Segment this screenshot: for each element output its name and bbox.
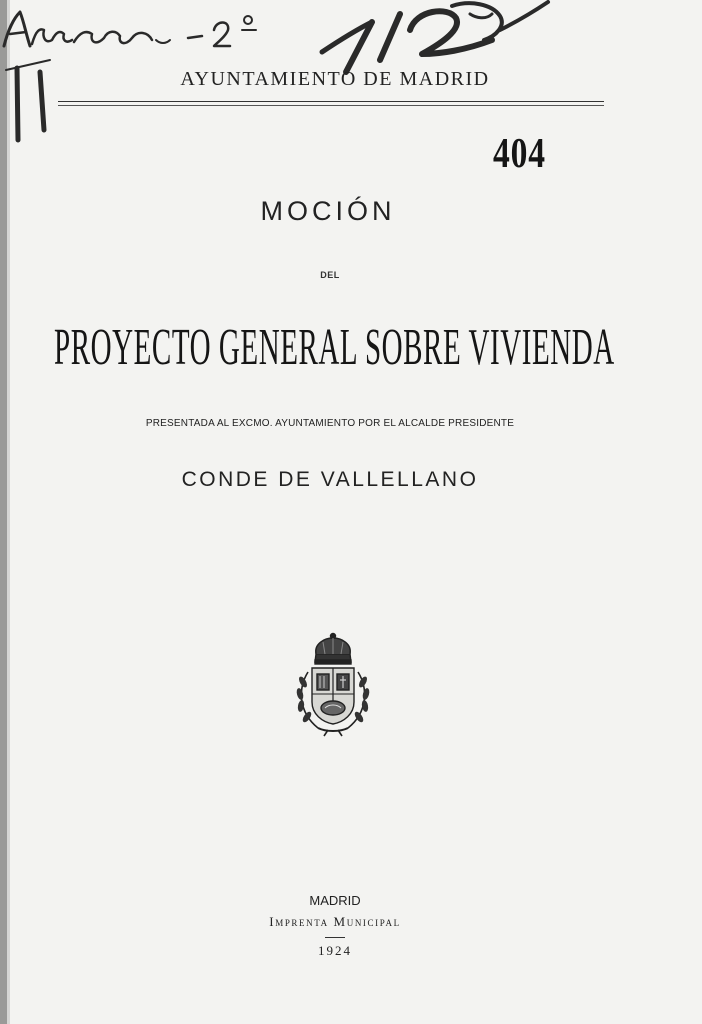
- imprint-rule: [325, 937, 345, 938]
- page-binding-edge: [0, 0, 7, 1024]
- header-rule-thin: [58, 105, 604, 106]
- connector-word: DEL: [320, 270, 340, 280]
- imprint-year: 1924: [318, 943, 352, 958]
- main-title: PROYECTO GENERAL SOBRE VIVIENDA: [54, 319, 615, 376]
- header-rule: [58, 101, 604, 102]
- page-binding-shadow: [7, 0, 10, 1024]
- catalog-stamp-number: 404: [493, 131, 546, 177]
- document-type-heading: MOCIÓN: [260, 196, 396, 226]
- author-name: CONDE DE VALLELLANO: [181, 468, 479, 491]
- imprint-printer: Imprenta Municipal: [269, 914, 401, 929]
- presentation-line: PRESENTADA AL EXCMO. AYUNTAMIENTO POR EL ALCALDE PRESIDENTE: [145, 418, 515, 429]
- imprint-place: MADRID: [309, 893, 361, 908]
- institution-header: AYUNTAMIENTO DE MADRID: [180, 68, 490, 90]
- madrid-coat-of-arms-icon: [288, 632, 378, 738]
